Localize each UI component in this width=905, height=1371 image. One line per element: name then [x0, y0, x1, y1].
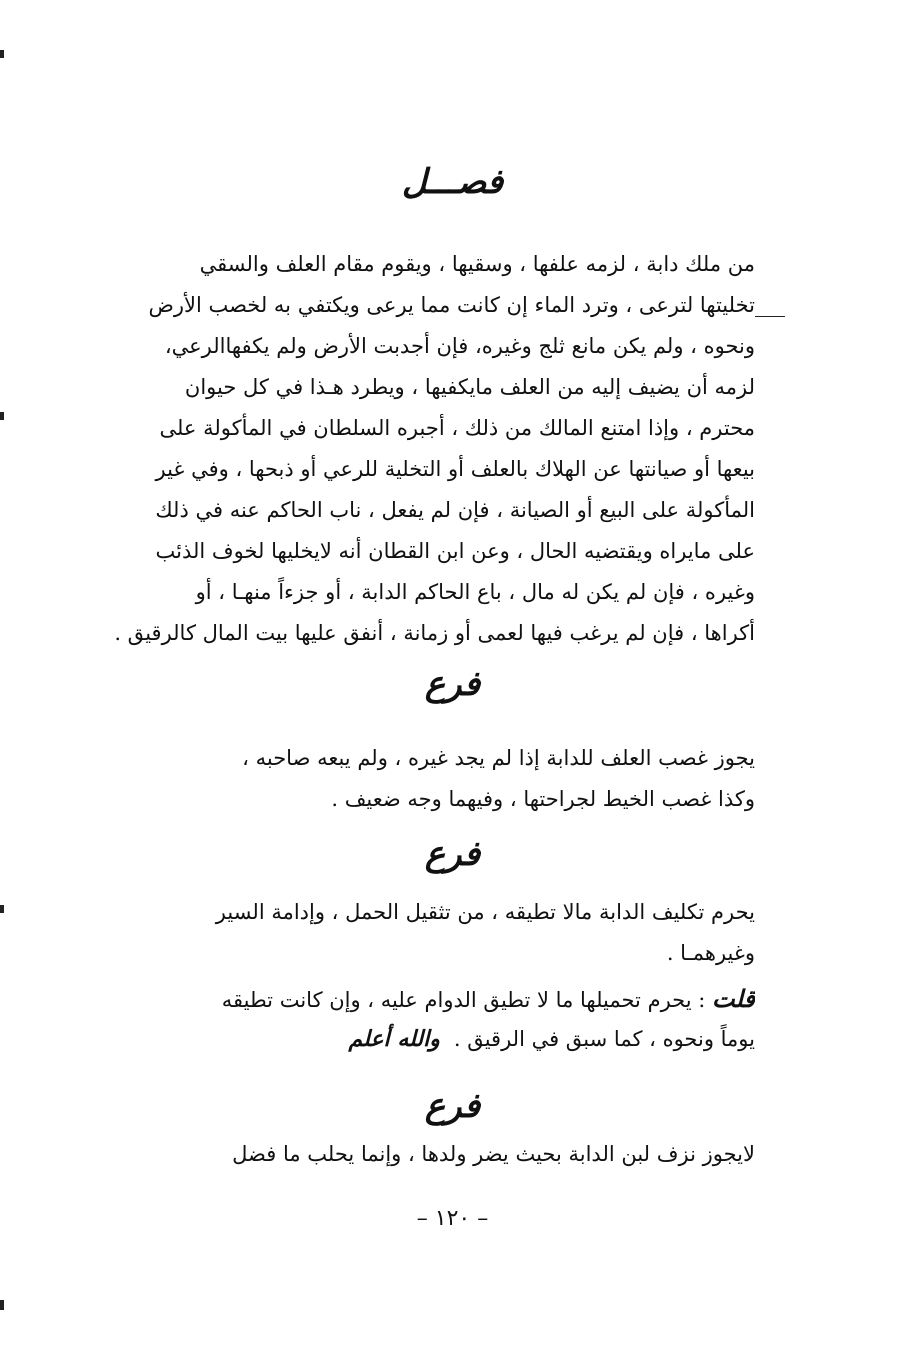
margin-mark	[0, 412, 4, 420]
section-paragraph	[110, 244, 755, 654]
text-line	[110, 978, 755, 1019]
text-line: أكراها ، فإن لم يرغب فيها لعمى أو زمانة ، أنفق عليها بيت المال كالرقيق .	[114, 621, 755, 645]
text-line: بيعها أو صيانتها عن الهلاك بالعلف أو التخلية للرعي أو ذبحها ، وفي غير	[155, 457, 755, 481]
margin-mark	[755, 316, 785, 317]
text-line: من ملك دابة ، لزمه علفها ، وسقيها ، ويقوم مقام العلف والسقي	[199, 252, 755, 276]
text-line: لايجوز نزف لبن الدابة بحيث يضر ولدها ، وإنما يحلب ما فضل	[232, 1142, 755, 1166]
section-heading: فرع	[424, 834, 481, 874]
margin-mark	[0, 1300, 4, 1310]
text-line: ونحوه ، ولم يكن مانع ثلج وغيره، فإن أجدبت الأرض ولم يكفهاالرعي،	[164, 334, 755, 358]
text-line: وغيره ، فإن لم يكن له مال ، باع الحاكم الدابة ، أو جزءاً منهـا ، أو	[195, 580, 755, 604]
margin-mark	[0, 905, 4, 913]
text-line: وغيرهمـا .	[666, 941, 755, 965]
page-number: – ١٢٠ –	[416, 1206, 489, 1231]
text-line: محترم ، وإذا امتنع المالك من ذلك ، أجبره السلطان في المأكولة على	[159, 416, 755, 440]
section-paragraph	[110, 1134, 755, 1175]
note-label: قلت	[712, 984, 755, 1013]
text-line: يحرم تكليف الدابة مالا تطيقه ، من تثقيل الحمل ، وإدامة السير	[215, 900, 755, 924]
text-line	[110, 1019, 755, 1060]
text-line: تخليتها لترعى ، وترد الماء إن كانت مما يرعى ويكتفي به لخصب الأرض	[148, 293, 755, 317]
text-line: المأكولة على البيع أو الصيانة ، فإن لم يفعل ، ناب الحاكم عنه في ذلك	[155, 498, 755, 522]
section-paragraph	[110, 892, 755, 974]
closing-formula: والله أعلم	[348, 1026, 440, 1052]
text-line: يجوز غصب العلف للدابة إذا لم يجد غيره ، ولم يبعه صاحبه ،	[242, 746, 755, 770]
section-heading: فصـــل	[401, 162, 504, 202]
section-heading: فرع	[424, 664, 481, 704]
text-line: وكذا غصب الخيط لجراحتها ، وفيهما وجه ضعيف .	[331, 787, 755, 811]
note-text: : يحرم تحميلها ما لا تطيق الدوام عليه ، وإن كانت تطيقه	[221, 988, 706, 1012]
text-line: على مايراه ويقتضيه الحال ، وعن ابن القطان أنه لايخليها لخوف الذئب	[155, 539, 755, 563]
section-heading: فرع	[424, 1086, 481, 1126]
margin-mark	[0, 50, 4, 58]
note-text: يوماً ونحوه ، كما سبق في الرقيق .	[453, 1027, 755, 1051]
section-paragraph	[110, 738, 755, 820]
note-paragraph	[110, 978, 755, 1060]
text-line: لزمه أن يضيف إليه من العلف مايكفيها ، ويطرد هـذا في كل حيوان	[184, 375, 755, 399]
